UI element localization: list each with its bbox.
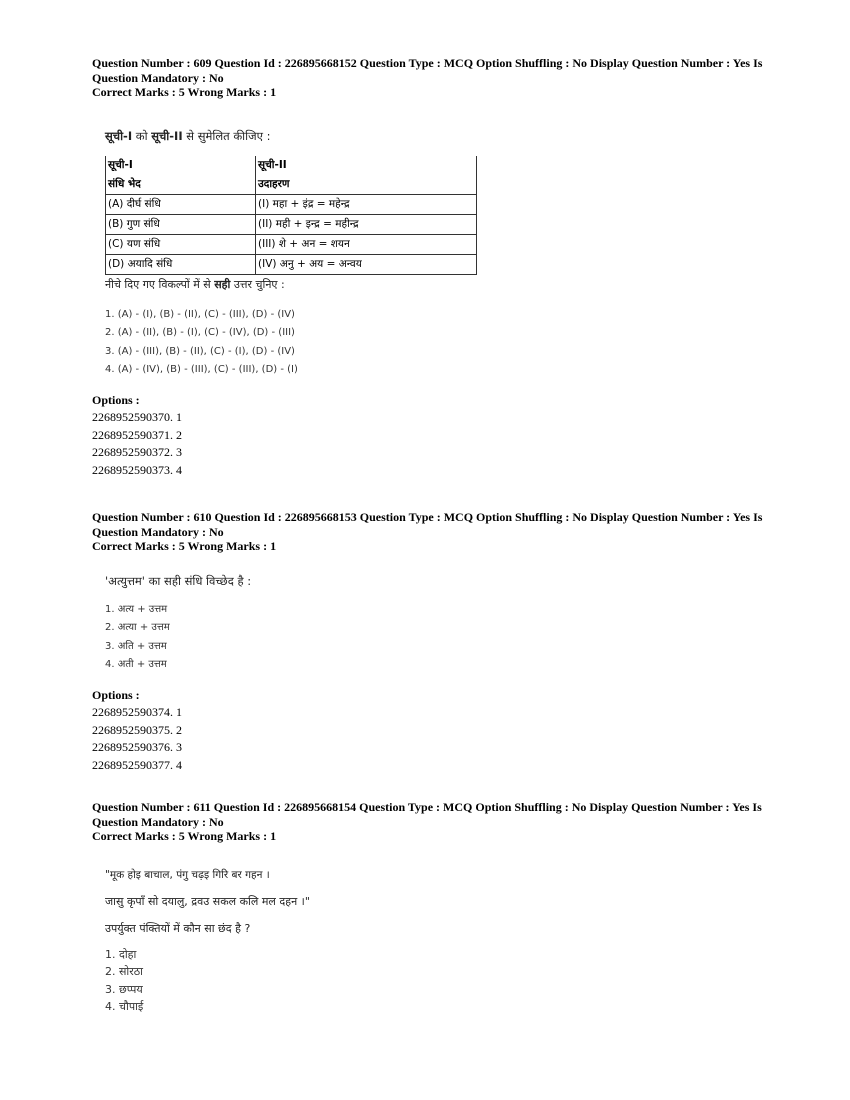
question-body: [105, 574, 762, 675]
option-id: 2268952590372. 3: [92, 445, 182, 459]
question-609: [92, 56, 762, 479]
table-header-cell: सूची-II: [256, 156, 477, 175]
verse-line-2: जासु कृपाँ सो दयालु, द्रवउ सकल कलि मल दहन ।": [105, 894, 310, 908]
table-row: [106, 194, 477, 214]
instruction-head: नीचे दिए गए विकल्पों में से: [105, 277, 215, 291]
statement-list2: सूची-II: [151, 128, 183, 143]
answer-choice: 4. चौपाई: [105, 1000, 144, 1013]
statement-tail: से सुमेलित कीजिए :: [182, 128, 271, 143]
table-cell: (B) गुण संधि: [106, 214, 256, 234]
answer-choice: 3. अति + उत्तम: [105, 640, 167, 652]
answer-choice: 1. दोहा: [105, 947, 137, 961]
meta-line-2: Question Mandatory : No: [92, 814, 224, 829]
option-id: 2268952590375. 2: [92, 722, 182, 737]
answer-choice: 1. अत्य + उत्तम: [105, 603, 168, 615]
meta-line-3: Correct Marks : 5 Wrong Marks : 1: [92, 85, 277, 99]
table-row: [106, 254, 477, 274]
table-header-row: [106, 156, 477, 175]
match-table: [105, 156, 477, 275]
verse-line-1: "मूक होइ बाचाल, पंगु चढ़इ गिरि बर गहन ।: [105, 868, 270, 881]
meta-line-1: Question Number : 609 Question Id : 226895668152 Question Type : MCQ Option Shuffling : No Display Question Number : Yes Is: [92, 56, 763, 70]
answer-choice: 1. (A) - (I), (B) - (II), (C) - (III), (D) - (IV): [105, 308, 295, 320]
answer-choices: [105, 306, 762, 380]
option-id: 2268952590376. 3: [92, 740, 182, 754]
meta-line-1: Question Number : 610 Question Id : 226895668153 Question Type : MCQ Option Shuffling : No Display Question Number : Yes Is: [92, 510, 763, 524]
table-row: [106, 234, 477, 254]
option-id: 2268952590377. 4: [92, 757, 182, 772]
question-610: [92, 510, 762, 774]
table-cell: (II) मही + इन्द्र = महीन्द्र: [256, 214, 477, 234]
table-cell: (A) दीर्घ संधि: [106, 194, 256, 214]
question-statement: [105, 129, 762, 144]
question-611: [92, 800, 762, 1016]
answer-choices: [105, 601, 762, 675]
answer-choice: 2. सोरठा: [105, 965, 144, 978]
answer-choice: 4. अती + उत्तम: [105, 659, 167, 670]
option-id: 2268952590370. 1: [92, 410, 182, 424]
table-subheader-cell: उदाहरण: [256, 175, 477, 195]
answer-choice: 3. (A) - (III), (B) - (II), (C) - (I), (D) - (IV): [105, 345, 295, 357]
table-subheader-cell: संधि भेद: [106, 175, 256, 195]
question-body: [105, 129, 762, 380]
statement-list1: सूची-I: [105, 128, 133, 143]
answer-choice: 2. अत्या + उत्तम: [105, 622, 170, 633]
meta-line-3: Correct Marks : 5 Wrong Marks : 1: [92, 829, 277, 843]
answer-choices: [105, 946, 762, 1016]
options-label: Options :: [92, 687, 140, 702]
meta-line-3: Correct Marks : 5 Wrong Marks : 1: [92, 539, 277, 553]
table-cell: (I) महा + इंद्र = महेन्द्र: [256, 194, 477, 214]
question-instruction: [105, 277, 762, 292]
meta-line-2: Question Mandatory : No: [92, 70, 224, 85]
table-cell: (IV) अनु + अय = अन्वय: [256, 254, 477, 274]
question-statement: 'अत्युत्तम' का सही संधि विच्छेद है :: [105, 573, 252, 588]
option-id: 2268952590373. 4: [92, 462, 182, 477]
table-header-cell: सूची-I: [106, 156, 256, 175]
question-body: [105, 868, 762, 1016]
options-block: [92, 687, 762, 775]
meta-line-2: Question Mandatory : No: [92, 524, 224, 539]
table-row: [106, 214, 477, 234]
options-label: Options :: [92, 392, 140, 407]
answer-choice: 4. (A) - (IV), (B) - (III), (C) - (III), (D) - (I): [105, 364, 298, 375]
table-cell: (D) अयादि संधि: [106, 254, 256, 274]
question-meta: [92, 510, 762, 554]
question-statement: उपर्युक्त पंक्तियों में कौन सा छंद है ?: [105, 921, 251, 935]
table-cell: (III) शे + अन = शयन: [256, 234, 477, 254]
statement-joiner: को: [132, 128, 152, 143]
table-cell: (C) यण संधि: [106, 234, 256, 254]
option-id: 2268952590374. 1: [92, 705, 182, 719]
answer-choice: 2. (A) - (II), (B) - (I), (C) - (IV), (D) - (III): [105, 327, 295, 338]
question-meta: [92, 56, 762, 100]
answer-choice: 3. छप्पय: [105, 982, 143, 996]
instruction-tail: उत्तर चुनिए :: [230, 277, 285, 291]
question-meta: [92, 800, 762, 844]
option-id: 2268952590371. 2: [92, 427, 182, 442]
meta-line-1: Question Number : 611 Question Id : 226895668154 Question Type : MCQ Option Shuffling : No Display Question Number : Yes Is: [92, 800, 762, 814]
instruction-emphasis: सही: [214, 277, 231, 291]
table-subheader-row: [106, 175, 477, 195]
options-block: [92, 392, 762, 480]
